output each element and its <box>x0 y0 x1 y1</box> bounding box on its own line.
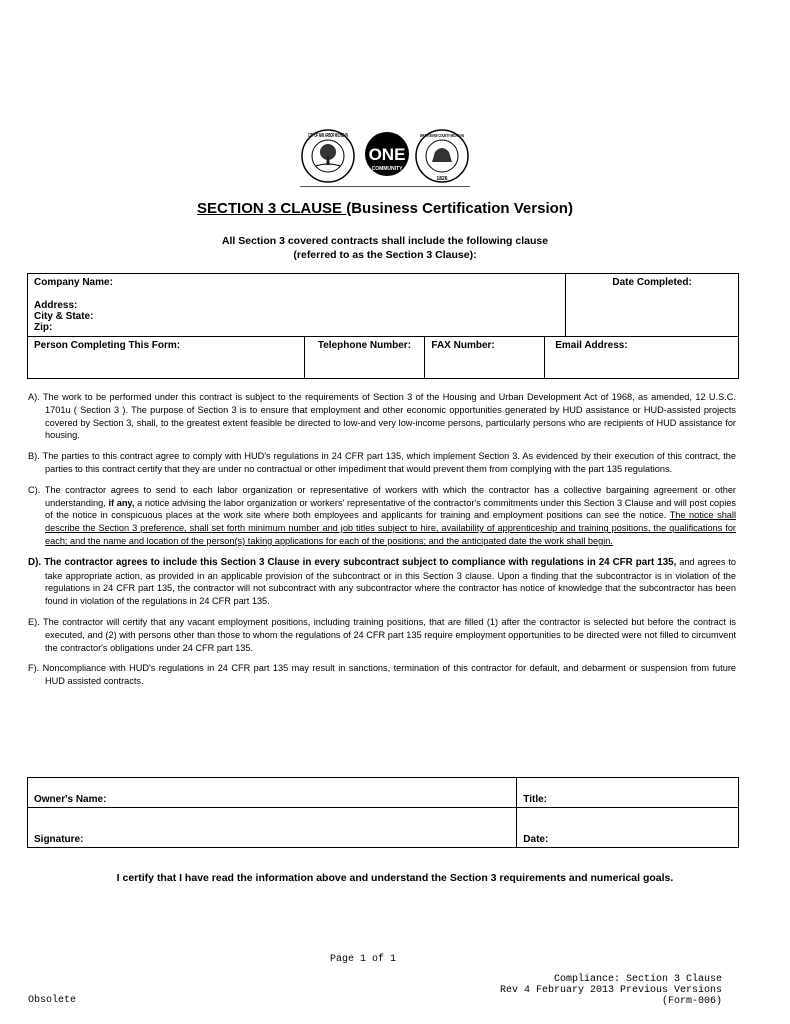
date-label: Date: <box>523 834 549 845</box>
city-state-label: City & State: <box>34 311 94 322</box>
signature-table <box>27 777 739 848</box>
footer-right <box>500 974 722 1007</box>
company-name-label: Company Name: <box>34 277 113 288</box>
footer-rev: Rev 4 February 2013 Previous Versions <box>499 985 722 996</box>
clause-b: B). The parties to this contract agree to comply with HUD's regulations in 24 CFR part 135, which implement Section 3. As evidenced by their execution of this contract, the parties to this contract certify that they are under no contractual or other impediment that would prevent them from complying with the part 135 regulations. <box>28 451 736 474</box>
page-title <box>0 200 770 217</box>
email-cell[interactable] <box>545 337 739 379</box>
company-info-cell[interactable] <box>28 274 566 337</box>
one-community-logo-icon <box>365 132 409 176</box>
zip-label: Zip: <box>34 322 53 333</box>
clause-e: E). The contractor will certify that any vacant employment positions, including training positions, that are filled (1) after the contractor is selected but before the contract is executed, and (2) with persons other than those to whom the regulations of 24 CFR part 135 require employment opportunities to be directed were not filled to circumvent the contractor's obligations under 24 CFR part 135. <box>28 616 736 653</box>
clause-c <box>28 484 736 548</box>
clause-c-bold: if any, <box>105 497 135 508</box>
company-info-table <box>27 273 739 379</box>
clause-c-part2: a notice advising the labor organization or workers' representative of the contractor's commitments under this Section 3 Clause and will post copies of the notice in conspicuous places at the work site where both employees and applicants for training and employment positions can see the notice. <box>45 497 737 521</box>
certification-statement: I certify that I have read the information above and understand the Section 3 requirements and numerical goals. <box>116 872 674 884</box>
county-seal-year: 1826 <box>436 176 448 182</box>
clause-c-underlined: The notice shall describe the Section 3 preference, shall set forth minimum number and job titles subject to hire, availability of apprenticeship and training positions, the qualifications for each; and the name and location of the person(s) taking applications for each of the positions; and the anticipated date the work shall begin. <box>45 510 736 546</box>
title-rest: (Business Certification Version) <box>346 200 573 217</box>
signature-label: Signature: <box>34 834 84 845</box>
page-subtitle <box>0 234 770 262</box>
fax-cell[interactable] <box>425 337 545 379</box>
clauses-body <box>28 391 736 696</box>
telephone-cell[interactable] <box>304 337 425 379</box>
date-cell[interactable] <box>517 808 739 848</box>
title-label: Title: <box>523 794 548 805</box>
subtitle-line-1: All Section 3 covered contracts shall include the following clause <box>221 235 549 247</box>
header-logos <box>300 128 470 184</box>
date-completed-label: Date Completed: <box>612 277 692 288</box>
owners-name-cell[interactable] <box>28 778 517 808</box>
ann-arbor-seal-icon <box>302 130 354 182</box>
footer-compliance: Compliance: Section 3 Clause <box>553 974 722 985</box>
footer-obsolete: Obsolete <box>28 995 77 1006</box>
logo-one-text: ONE <box>368 145 406 164</box>
person-completing-cell[interactable] <box>28 337 305 379</box>
logo-community-text: COMMUNITY <box>371 166 403 172</box>
county-seal-text: WASHTENAW COUNTY MICHIGAN <box>420 133 464 138</box>
subtitle-line-2: (referred to as the Section 3 Clause): <box>293 249 477 261</box>
title-cell[interactable] <box>517 778 739 808</box>
washtenaw-county-seal-icon <box>416 130 468 182</box>
clause-c-part1: C). The contractor agrees to send to each labor organization or representative of workers with which the contractor has a collective bargaining agreement or other understanding, <box>28 484 736 508</box>
date-completed-cell[interactable] <box>566 274 739 337</box>
signature-cell[interactable] <box>28 808 517 848</box>
person-completing-label: Person Completing This Form: <box>34 340 181 351</box>
seal-top-text: CITY OF ANN ARBOR MICHIGAN <box>308 133 349 139</box>
email-label: Email Address: <box>555 340 628 351</box>
clause-d-rest: and agrees to take appropriate action, as provided in an applicable provision of the subcontract or in this Section 3 clause. Upon a finding that the subcontractor is in violation of the regulations in 24 CFR part 135, the contractor will not subcontract with any subcontractor where the contractor has notice of knowledge that the subcontractor has been found in violation of the regulations in 24 CFR part 135. <box>45 556 736 607</box>
telephone-label: Telephone Number: <box>317 340 412 351</box>
logos-svg <box>300 128 470 184</box>
page-number: Page 1 of 1 <box>329 954 396 965</box>
fax-label: FAX Number: <box>431 340 495 351</box>
clause-a: A). The work to be performed under this contract is subject to the requirements of Section 3 of the Housing and Urban Development Act of 1968, as amended, 12 U.S.C. 1701u ( Section 3 ). The purpose of Section 3 is to ensure that employment and other economic opportunities generated by HUD assistance or HUD-assisted projects covered by Section 3, shall, to the greatest extent feasible be directed to low-and very low-income persons, particularly persons who are recipients of HUD assistance for housing. <box>28 392 736 441</box>
logo-underline <box>300 186 470 187</box>
clause-d <box>28 556 736 608</box>
owners-name-label: Owner's Name: <box>34 794 107 805</box>
title-underlined: SECTION 3 CLAUSE <box>197 200 347 217</box>
clause-d-bold: D). The contractor agrees to include this Section 3 Clause in every subcontract subject to compliance with regulations in 24 CFR part 135, <box>28 556 677 568</box>
address-label: Address: <box>34 300 78 311</box>
footer-form: (Form-006) <box>661 996 722 1007</box>
clause-f: F). Noncompliance with HUD's regulations in 24 CFR part 135 may result in sanctions, termination of this contractor for default, and debarment or suspension from future HUD assisted contracts. <box>28 663 736 687</box>
